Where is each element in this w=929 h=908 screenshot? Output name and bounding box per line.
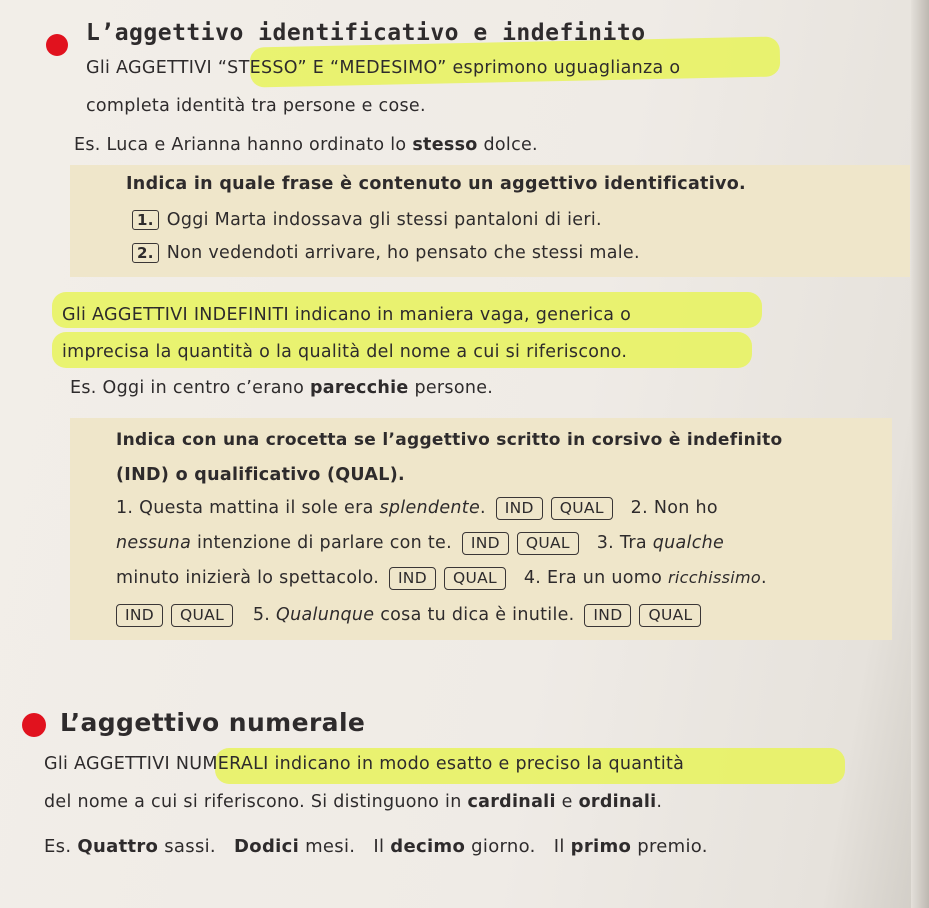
- exercise2-line: 1. Questa mattina il sole era splendente. IND QUAL 2. Non ho: [116, 498, 718, 518]
- qual-checkbox[interactable]: QUAL: [444, 567, 506, 590]
- exercise2-line: nessuna intenzione di parlare con te. IND QUAL 3. Tra qualche: [116, 533, 725, 553]
- example-line: Es. Oggi in centro c’erano parecchie persone.: [70, 378, 494, 398]
- exercise1-question: Indica in quale frase è contenuto un aggettivo identificativo.: [126, 174, 746, 194]
- ind-checkbox[interactable]: IND: [584, 604, 631, 627]
- section-title-numerale: L’aggettivo numerale: [60, 708, 366, 737]
- exercise2-line: IND QUAL 5. Qualunque cosa tu dica è inutile. IND QUAL: [112, 604, 705, 627]
- qual-checkbox[interactable]: QUAL: [551, 497, 613, 520]
- ind-checkbox[interactable]: IND: [389, 567, 436, 590]
- definition-line: del nome a cui si riferiscono. Si distinguono in cardinali e ordinali.: [44, 792, 663, 812]
- ind-checkbox[interactable]: IND: [496, 497, 543, 520]
- ind-checkbox[interactable]: IND: [116, 604, 163, 627]
- example-line: Es. Luca e Arianna hanno ordinato lo stesso dolce.: [74, 135, 538, 155]
- qual-checkbox[interactable]: QUAL: [517, 532, 579, 555]
- exercise2-line: minuto inizierà lo spettacolo. IND QUAL 4. Era un uomo ricchissimo.: [116, 568, 767, 588]
- section-title-identificativo: L’aggettivo identificativo e indefinito: [86, 20, 646, 46]
- definition-line: completa identità tra persone e cose.: [86, 96, 426, 116]
- bullet-dot-icon: [46, 34, 68, 56]
- definition-line: Gli AGGETTIVI INDEFINITI indicano in maniera vaga, generica o: [62, 305, 632, 325]
- example-line: Es. Quattro sassi. Dodici mesi. Il decimo giorno. Il primo premio.: [44, 836, 708, 857]
- bullet-dot-icon: [22, 713, 46, 737]
- qual-checkbox[interactable]: QUAL: [171, 604, 233, 627]
- exercise2-question: (IND) o qualificativo (QUAL).: [116, 465, 405, 485]
- exercise1-item[interactable]: 2. Non vedendoti arrivare, ho pensato che stessi male.: [132, 243, 640, 263]
- ind-checkbox[interactable]: IND: [462, 532, 509, 555]
- exercise2-question: Indica con una crocetta se l’aggettivo scritto in corsivo è indefinito: [116, 430, 783, 450]
- exercise1-item[interactable]: 1. Oggi Marta indossava gli stessi pantaloni di ieri.: [132, 210, 602, 230]
- definition-line: Gli AGGETTIVI NUMERALI indicano in modo esatto e preciso la quantità: [44, 754, 685, 774]
- page-edge-shadow: [911, 0, 929, 908]
- definition-line: imprecisa la quantità o la qualità del nome a cui si riferiscono.: [62, 342, 628, 362]
- definition-line: Gli AGGETTIVI “STESSO” E “MEDESIMO” esprimono uguaglianza o: [86, 58, 681, 78]
- qual-checkbox[interactable]: QUAL: [639, 604, 701, 627]
